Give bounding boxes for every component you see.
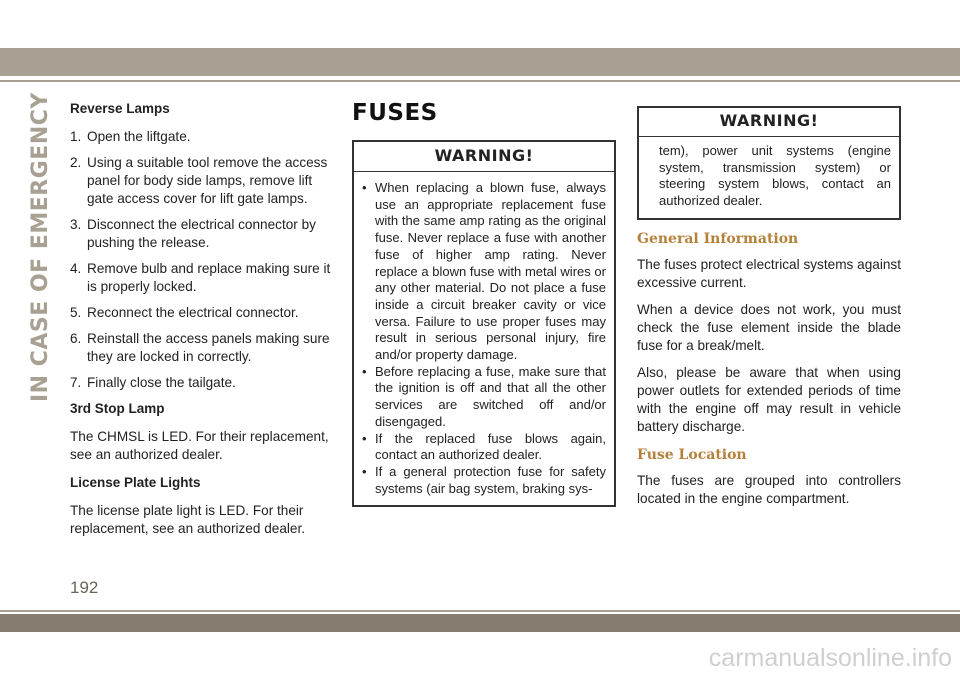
warning-list — [362, 180, 606, 497]
location-paragraph-1: The fuses are grouped into controllers located in the engine compartment. — [637, 472, 901, 506]
step-number: 1. — [70, 129, 82, 144]
stop-lamp-text: The CHMSL is LED. For their replacement, see an authorized dealer. — [70, 429, 329, 462]
general-paragraph-2: When a device does not work, you must check the fuse element inside the blade fuse for a break/melt. — [637, 301, 901, 353]
watermark-link[interactable]: carmanualsonline.info — [708, 644, 952, 672]
column-middle — [352, 100, 616, 507]
step-text: Disconnect the electrical connector by pushing the release. — [87, 217, 316, 250]
header-band — [0, 48, 960, 76]
section-title: FUSES — [352, 100, 438, 126]
heading-general-information: General Information — [637, 230, 799, 247]
warning-item — [362, 431, 606, 464]
general-paragraph-3: Also, please be aware that when using power outlets for extended periods of time with the engine off may result in vehicle battery discharge. — [637, 364, 901, 434]
reverse-lamps-steps — [70, 128, 334, 392]
step-number: 5. — [70, 305, 82, 320]
warning-item-text: When replacing a blown fuse, always use an appropriate replacement fuse with the same amp rating as the original fuse. Never replace a fuse with another fuse of higher amp rating. Never replace a blown fuse with metal wires or any other material. Do not place a fuse inside a circuit breaker cavity or vice versa. Failure to use proper fuses may result in serious personal injury, fire and/or property damage. — [375, 180, 606, 363]
step-item — [70, 128, 334, 146]
heading-3rd-stop-lamp: 3rd Stop Lamp — [70, 401, 165, 416]
page-number: 192 — [70, 578, 99, 597]
step-number: 3. — [70, 217, 82, 232]
general-paragraph-1: The fuses protect electrical systems against excessive current. — [637, 256, 901, 290]
heading-fuse-location: Fuse Location — [637, 446, 747, 463]
bullet-icon: • — [362, 180, 367, 195]
footer-band — [0, 614, 960, 632]
warning-item-text: Before replacing a fuse, make sure that the ignition is off and that all the other services are switched off and/or disengaged. — [375, 363, 606, 429]
step-item — [70, 216, 334, 252]
warning-item-text: If a general protection fuse for safety systems (air bag system, braking sys- — [375, 463, 606, 496]
warning-box — [352, 140, 616, 507]
warning-item — [362, 364, 606, 431]
step-text: Using a suitable tool remove the access panel for body side lamps, remove lift gate access cover for lift gate lamps. — [87, 155, 328, 206]
step-number: 6. — [70, 331, 82, 346]
step-item — [70, 304, 334, 322]
step-number: 4. — [70, 261, 82, 276]
bullet-icon: • — [362, 463, 367, 479]
warning-item — [362, 180, 606, 364]
license-plate-text: The license plate light is LED. For their replacement, see an authorized dealer. — [70, 503, 306, 536]
step-number: 2. — [70, 155, 82, 170]
step-item — [70, 260, 334, 296]
warning-body — [354, 172, 614, 505]
bullet-icon: • — [362, 430, 367, 446]
warning-heading: WARNING! — [354, 142, 614, 172]
bullet-icon: • — [362, 363, 367, 379]
heading-reverse-lamps: Reverse Lamps — [70, 101, 170, 116]
column-right — [637, 106, 901, 517]
section-tab — [28, 92, 54, 402]
top-margin — [0, 0, 960, 48]
step-text: Finally close the tailgate. — [87, 375, 236, 390]
warning-body: tem), power unit systems (engine system, transmission system) or steering system blows, contact an authorized dealer. — [659, 143, 891, 209]
header-rule — [0, 80, 960, 82]
footer-rule — [0, 610, 960, 612]
warning-box-continued — [637, 106, 901, 220]
step-item — [70, 374, 334, 392]
section-tab-label: IN CASE OF EMERGENCY — [28, 92, 53, 402]
heading-license-plate-lights: License Plate Lights — [70, 475, 201, 490]
warning-item-text: If the replaced fuse blows again, contact an authorized dealer. — [375, 430, 606, 463]
step-text: Reinstall the access panels making sure they are locked in correctly. — [87, 331, 330, 364]
warning-item — [362, 464, 606, 497]
warning-heading: WARNING! — [639, 108, 899, 137]
step-text: Remove bulb and replace making sure it is properly locked. — [87, 261, 331, 294]
column-left — [70, 100, 334, 548]
step-text: Open the liftgate. — [87, 129, 191, 144]
step-item — [70, 330, 334, 366]
step-text: Reconnect the electrical connector. — [87, 305, 299, 320]
step-item — [70, 154, 334, 208]
step-number: 7. — [70, 375, 82, 390]
